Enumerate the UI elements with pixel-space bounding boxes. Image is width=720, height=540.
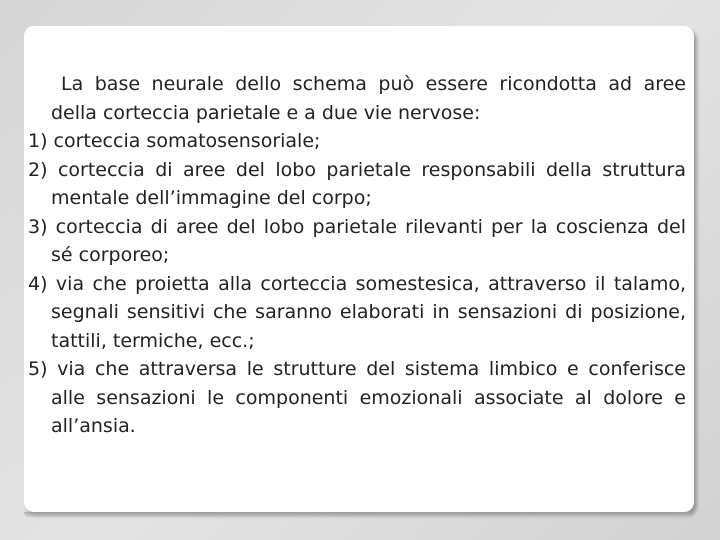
list-item-5: 5) via che attraversa le strutture del sistema limbico e conferisce alle sensazioni le componenti emozionali associate al dolore e all’ansia. — [28, 358, 686, 437]
list-item-1: 1) corteccia somatosensoriale; — [28, 130, 321, 152]
intro-paragraph: La base neurale dello schema può essere ricondotta ad aree della corteccia parietale e a due vie nervose: — [51, 73, 686, 124]
slide-card — [24, 26, 694, 512]
slide-text-block — [28, 70, 686, 441]
list-item-2: 2) corteccia di aree del lobo parietale responsabili della struttura mentale dell’immagine del corpo; — [28, 158, 686, 209]
list-item-4: 4) via che proietta alla corteccia somestesica, attraverso il talamo, segnali sensitivi che saranno elaborati in sensazioni di posizione, tattili, termiche, ecc.; — [28, 272, 686, 352]
list-item-3: 3) corteccia di aree del lobo parietale rilevanti per la coscienza del sé corporeo; — [28, 215, 686, 266]
